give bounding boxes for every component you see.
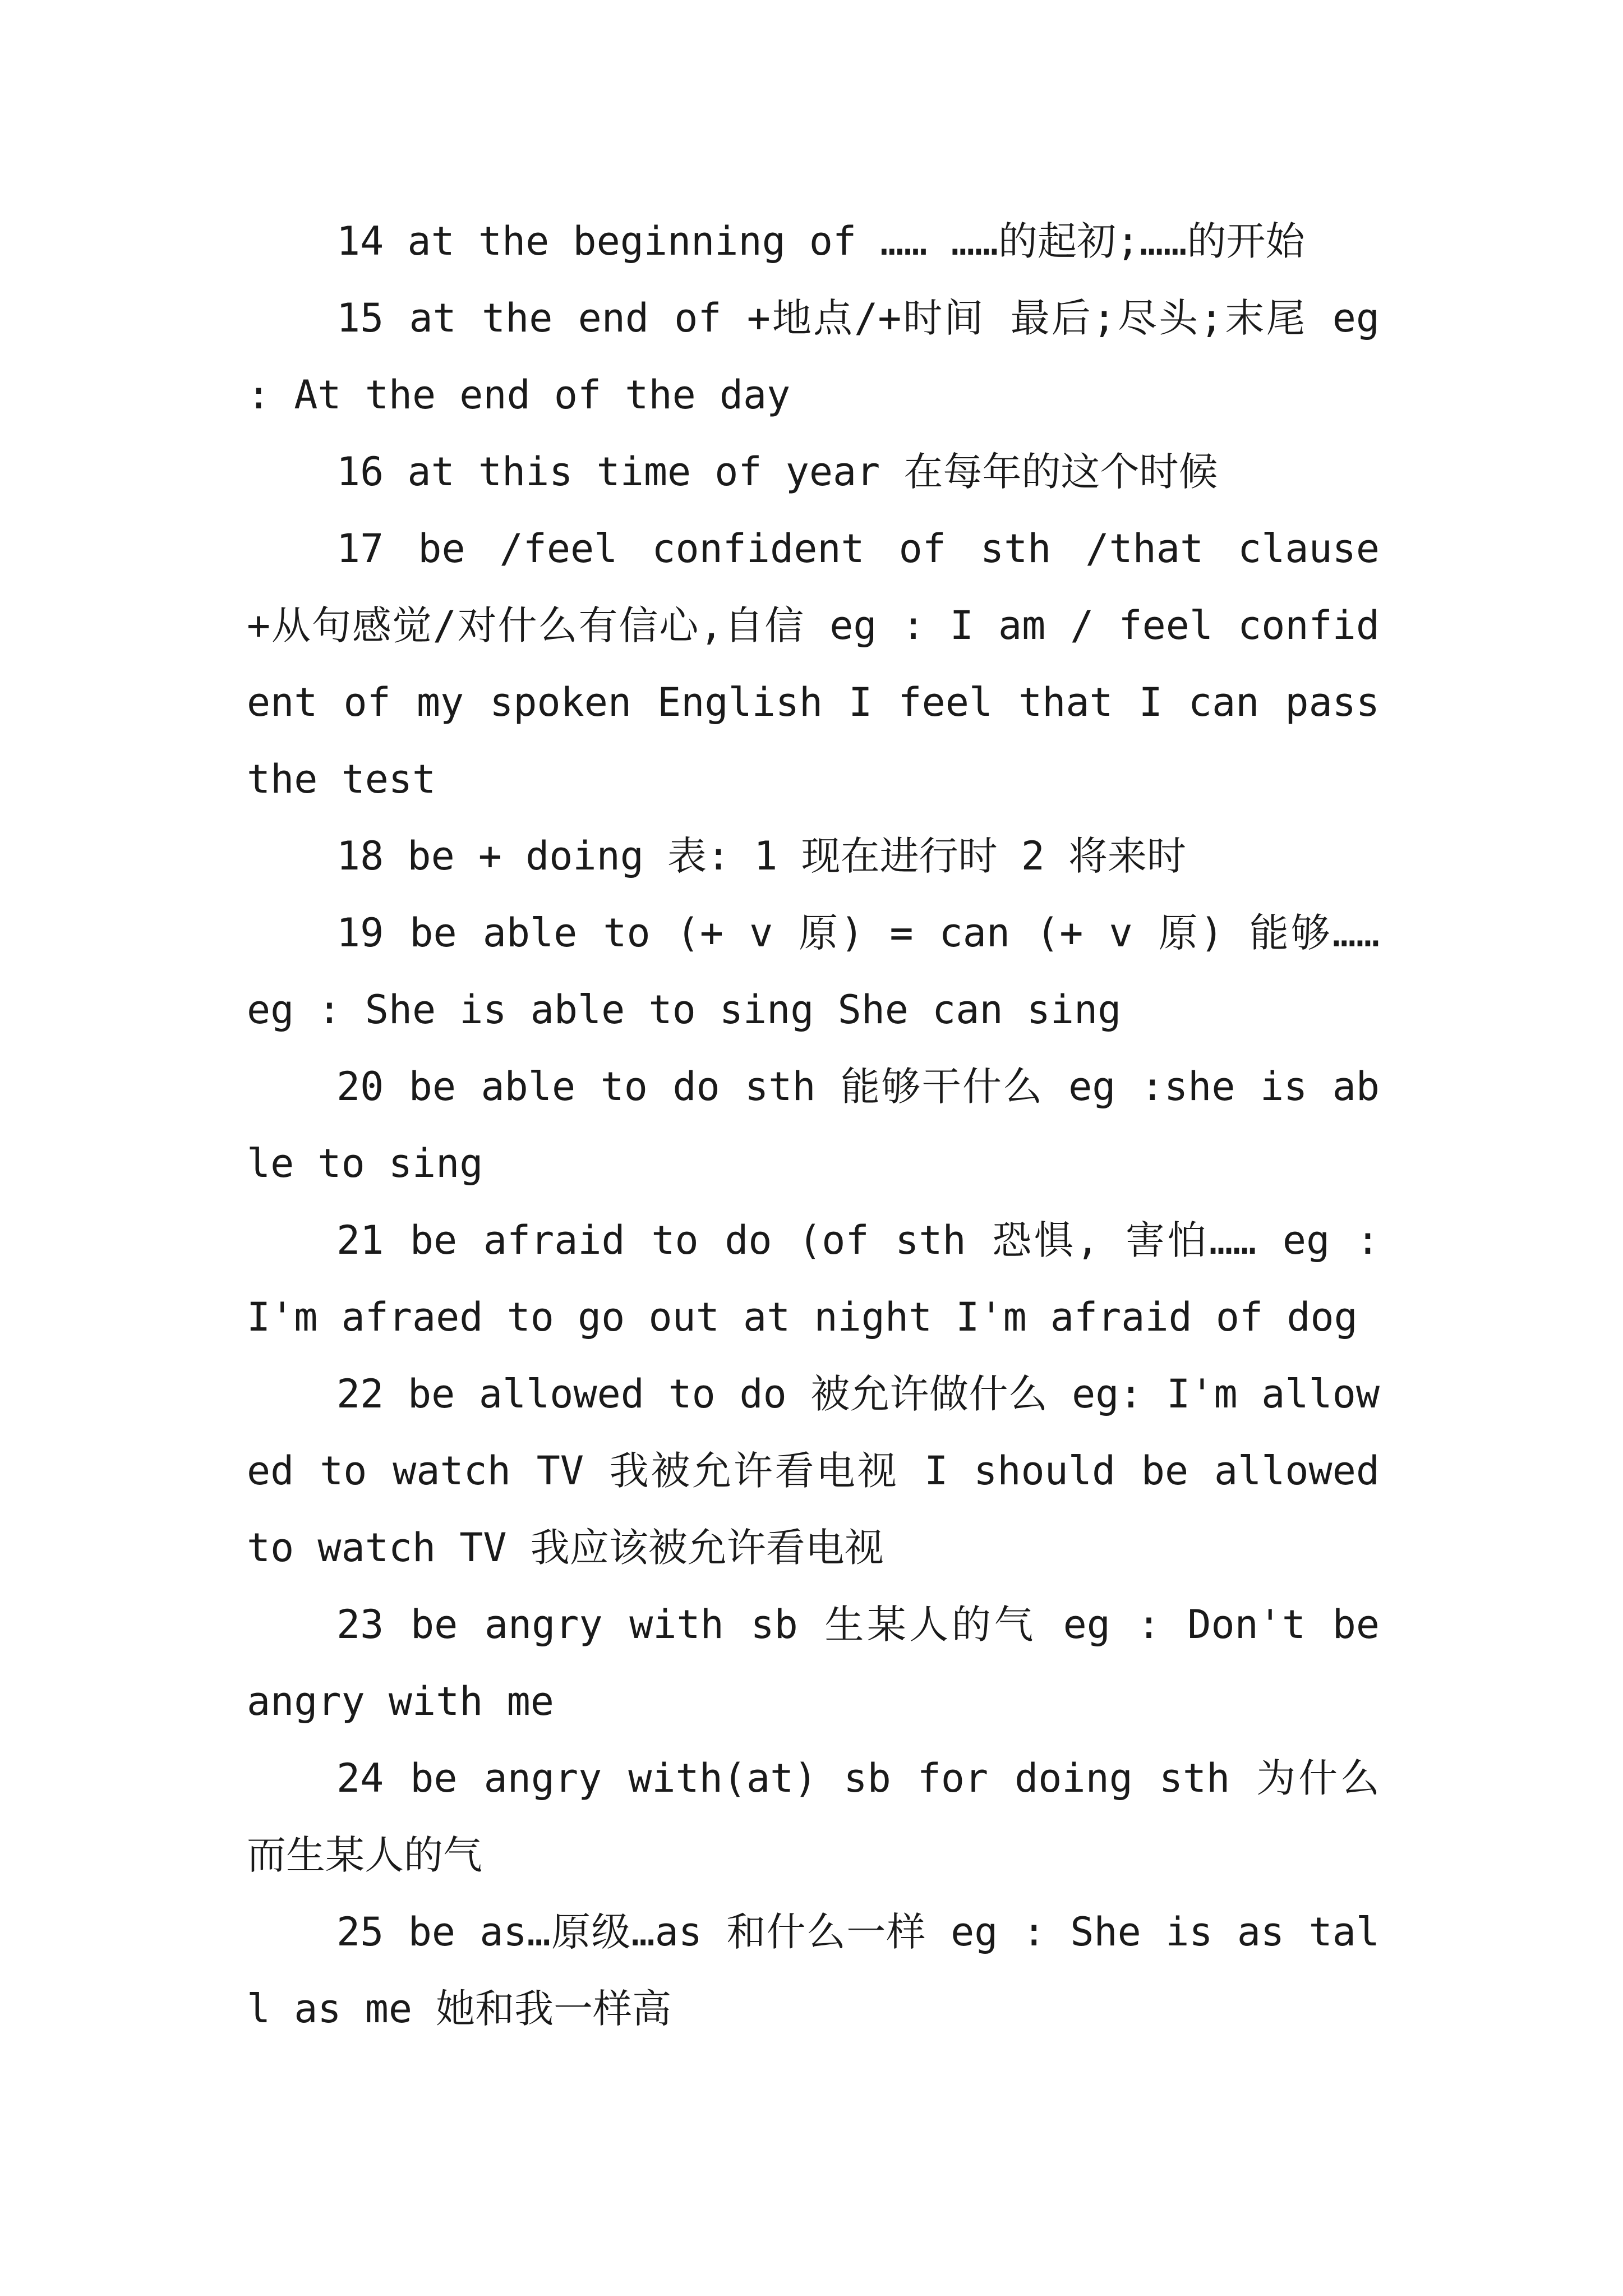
phrase-entry-22: 22 be allowed to do 被允许做什么 eg: I'm allowed to watch TV 我被允许看电视 I should be allowed to watch TV 我应该被允许看电视 xyxy=(247,1371,1380,1571)
phrase-entry-18: 18 be + doing 表: 1 现在进行时 2 将来时 xyxy=(336,833,1187,879)
phrase-entry-19: 19 be able to (+ v 原) = can (+ v 原) 能够…… eg : She is able to sing She can sing xyxy=(247,910,1380,1033)
phrase-entry-16: 16 at this time of year 在每年的这个时候 xyxy=(336,449,1218,495)
phrase-entry-14: 14 at the beginning of …… ……的起初;……的开始 xyxy=(336,218,1305,264)
phrase-entry-21: 21 be afraid to do (of sth 恐惧, 害怕…… eg : I'm afraed to go out at night I'm afraid of dog xyxy=(247,1217,1380,1340)
phrase-entry-20: 20 be able to do sth 能够干什么 eg :she is able to sing xyxy=(247,1064,1380,1186)
phrase-entry-17: 17 be /feel confident of sth /that clause +从句感觉/对什么有信心,自信 eg : I am / feel confident of my spoken English I feel that I can pass the test xyxy=(247,526,1380,802)
phrase-entry-15: 15 at the end of +地点/+时间 最后;尽头;末尾 eg : At the end of the day xyxy=(247,295,1380,418)
document-body xyxy=(247,203,1380,2047)
phrase-entry-24: 24 be angry with(at) sb for doing sth 为什么而生某人的气 xyxy=(247,1755,1380,1878)
phrase-entry-23: 23 be angry with sb 生某人的气 eg : Don't be angry with me xyxy=(247,1602,1380,1724)
phrase-entry-25: 25 be as…原级…as 和什么一样 eg : She is as tall as me 她和我一样高 xyxy=(247,1909,1380,2032)
